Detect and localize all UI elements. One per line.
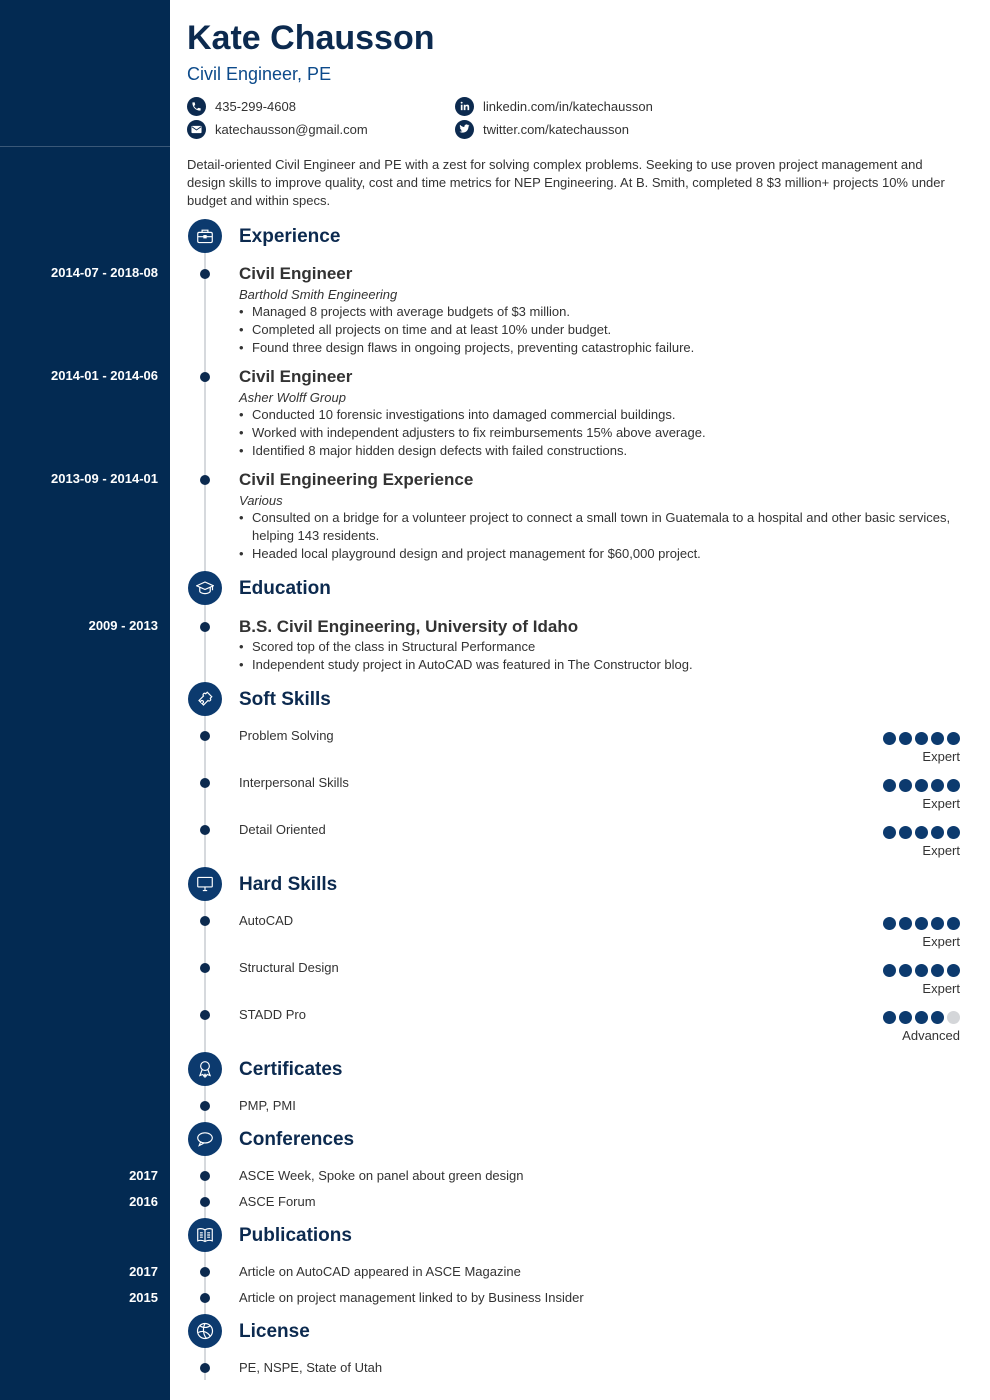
degree-title: B.S. Civil Engineering, University of Idaho	[239, 617, 579, 636]
timeline-dot	[200, 1010, 210, 1020]
conference-year: 2017	[129, 1168, 158, 1183]
section-title-certificates: Certificates	[239, 1059, 343, 1080]
company-name: Various	[239, 493, 283, 508]
skill-rating	[883, 826, 960, 839]
job-bullets	[239, 406, 959, 460]
rating-dot	[915, 917, 928, 930]
education-date: 2009 - 2013	[88, 618, 158, 633]
globe-icon	[188, 1314, 222, 1348]
rating-dot	[915, 964, 928, 977]
timeline-dot	[200, 1171, 210, 1181]
experience-date: 2014-07 - 2018-08	[51, 265, 158, 280]
skill-name: AutoCAD	[239, 913, 294, 928]
section-title-soft-skills: Soft Skills	[239, 689, 331, 710]
contact-email	[187, 118, 368, 140]
rating-dot	[883, 779, 896, 792]
job-title: Civil Engineering Experience	[239, 470, 474, 489]
monitor-icon	[188, 867, 222, 901]
list-item: • Conducted 10 forensic investigations into damaged commercial buildings.	[239, 406, 959, 424]
rating-dot	[947, 917, 960, 930]
skill-name: Interpersonal Skills	[239, 775, 349, 790]
skill-name: Detail Oriented	[239, 822, 326, 837]
publication-year: 2017	[129, 1264, 158, 1279]
publication-year: 2015	[129, 1290, 158, 1305]
rating-dot	[883, 964, 896, 977]
skill-rating	[883, 917, 960, 930]
sidebar-divider	[0, 146, 170, 147]
rating-dot	[947, 826, 960, 839]
skill-level: Expert	[922, 981, 960, 996]
email-text[interactable]: katechausson@gmail.com	[215, 121, 368, 137]
skill-name: Problem Solving	[239, 728, 334, 743]
rating-dot	[899, 779, 912, 792]
timeline-dot	[200, 778, 210, 788]
rating-dot	[947, 732, 960, 745]
contact-phone	[187, 95, 296, 117]
timeline-dot	[200, 1293, 210, 1303]
rating-dot	[947, 779, 960, 792]
section-title-license: License	[239, 1321, 310, 1342]
list-item: • Worked with independent adjusters to fix reimbursements 15% above average.	[239, 424, 959, 442]
twitter-icon	[455, 120, 474, 139]
contact-linkedin	[455, 95, 653, 117]
list-item: • Consulted on a bridge for a volunteer project to connect a small town in Guatemala to a hospital and other basic services, helping 143 residents.	[239, 509, 959, 545]
rating-dot	[915, 779, 928, 792]
rating-dot	[931, 732, 944, 745]
rating-dot	[883, 1011, 896, 1024]
skill-level: Expert	[922, 749, 960, 764]
section-title-publications: Publications	[239, 1225, 352, 1246]
skill-level: Advanced	[902, 1028, 960, 1043]
timeline-dot	[200, 1363, 210, 1373]
rating-dot	[899, 1011, 912, 1024]
timeline-dot	[200, 622, 210, 632]
candidate-title: Civil Engineer, PE	[187, 64, 332, 84]
list-item: • Found three design flaws in ongoing projects, preventing catastrophic failure.	[239, 339, 959, 357]
rating-dot	[915, 1011, 928, 1024]
skill-name: Structural Design	[239, 960, 339, 975]
skill-level: Expert	[922, 934, 960, 949]
skill-rating	[883, 779, 960, 792]
timeline-dot	[200, 1101, 210, 1111]
phone-text: 435-299-4608	[215, 98, 296, 114]
rating-dot	[931, 779, 944, 792]
license-item: PE, NSPE, State of Utah	[239, 1360, 383, 1375]
section-title-experience: Experience	[239, 226, 341, 247]
conference-item: ASCE Week, Spoke on panel about green design	[239, 1168, 524, 1183]
publication-item: Article on AutoCAD appeared in ASCE Magazine	[239, 1264, 521, 1279]
rating-dot	[915, 732, 928, 745]
section-title-education: Education	[239, 578, 331, 599]
conference-year: 2016	[129, 1194, 158, 1209]
timeline-dot	[200, 269, 210, 279]
email-icon	[187, 120, 206, 139]
list-item: • Independent study project in AutoCAD was featured in The Constructor blog.	[239, 656, 959, 674]
rating-dot	[899, 826, 912, 839]
twitter-text[interactable]: twitter.com/katechausson	[483, 121, 629, 137]
puzzle-icon	[188, 682, 222, 716]
skill-rating	[883, 1011, 960, 1024]
job-bullets	[239, 509, 959, 563]
rating-dot	[931, 964, 944, 977]
timeline-dot	[200, 963, 210, 973]
conference-item: ASCE Forum	[239, 1194, 316, 1209]
candidate-name: Kate Chausson	[187, 19, 435, 57]
job-title: Civil Engineer	[239, 264, 353, 283]
education-bullets	[239, 638, 959, 674]
rating-dot	[947, 964, 960, 977]
summary: Detail-oriented Civil Engineer and PE with a zest for solving complex problems. Seeking to use proven project management and design skills to improve quality, cost and time metrics for NEP Engineering. At B. Smith, completed 8 $3 million+ projects 10% under budget and within specs.	[187, 157, 945, 208]
list-item: • Scored top of the class in Structural Performance	[239, 638, 959, 656]
rating-dot	[931, 1011, 944, 1024]
job-bullets	[239, 303, 959, 357]
linkedin-icon	[455, 97, 474, 116]
experience-date: 2013-09 - 2014-01	[51, 471, 158, 486]
list-item: • Completed all projects on time and at least 10% under budget.	[239, 321, 959, 339]
timeline-dot	[200, 916, 210, 926]
section-title-hard-skills: Hard Skills	[239, 874, 338, 895]
timeline-dot	[200, 731, 210, 741]
rating-dot	[947, 1011, 960, 1024]
timeline-dot	[200, 1267, 210, 1277]
speech-bubble-icon	[188, 1122, 222, 1156]
linkedin-text[interactable]: linkedin.com/in/katechausson	[483, 98, 653, 114]
list-item: • Headed local playground design and project management for $60,000 project.	[239, 545, 959, 563]
timeline-dot	[200, 475, 210, 485]
rating-dot	[883, 826, 896, 839]
company-name: Asher Wolff Group	[239, 390, 346, 405]
timeline-dot	[200, 1197, 210, 1207]
contact-twitter	[455, 118, 629, 140]
skill-level: Expert	[922, 843, 960, 858]
rating-dot	[931, 917, 944, 930]
rating-dot	[899, 964, 912, 977]
phone-icon	[187, 97, 206, 116]
rating-dot	[915, 826, 928, 839]
experience-date: 2014-01 - 2014-06	[51, 368, 158, 383]
publication-item: Article on project management linked to by Business Insider	[239, 1290, 584, 1305]
graduation-cap-icon	[188, 571, 222, 605]
skill-level: Expert	[922, 796, 960, 811]
skill-rating	[883, 732, 960, 745]
sidebar	[0, 0, 170, 1400]
job-title: Civil Engineer	[239, 367, 353, 386]
rating-dot	[883, 732, 896, 745]
rating-dot	[883, 917, 896, 930]
rating-dot	[899, 917, 912, 930]
rating-dot	[899, 732, 912, 745]
timeline-line	[204, 240, 206, 1380]
list-item: • Managed 8 projects with average budgets of $3 million.	[239, 303, 959, 321]
briefcase-icon	[188, 219, 222, 253]
section-title-conferences: Conferences	[239, 1129, 355, 1150]
book-icon	[188, 1218, 222, 1252]
rating-dot	[931, 826, 944, 839]
company-name: Barthold Smith Engineering	[239, 287, 398, 302]
award-icon	[188, 1052, 222, 1086]
timeline-dot	[200, 825, 210, 835]
timeline-dot	[200, 372, 210, 382]
list-item: • Identified 8 major hidden design defects with failed constructions.	[239, 442, 959, 460]
certificate-item: PMP, PMI	[239, 1098, 296, 1113]
skill-name: STADD Pro	[239, 1007, 306, 1022]
skill-rating	[883, 964, 960, 977]
